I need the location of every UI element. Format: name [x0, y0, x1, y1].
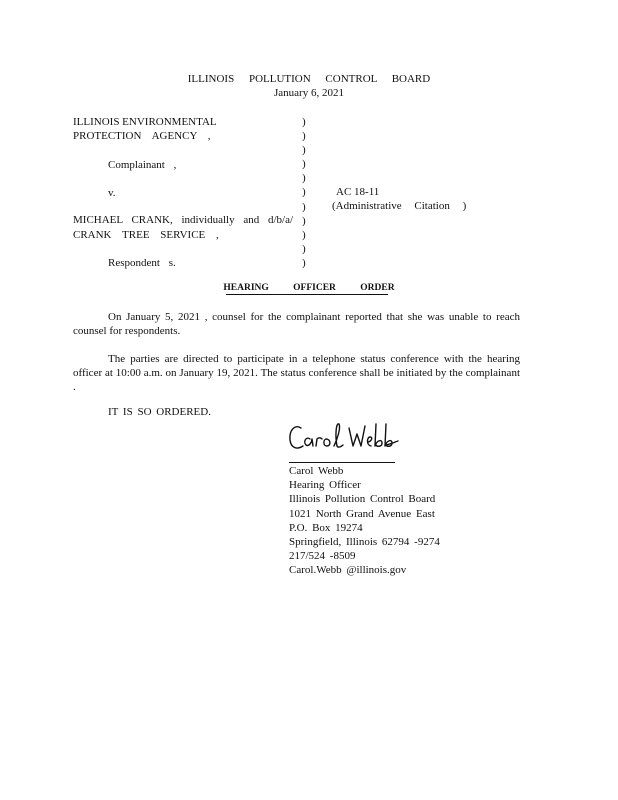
order-title-underline [226, 294, 388, 295]
signer-po-box: P.O. Box 19274 [289, 521, 363, 534]
agency-title: ILLINOIS POLLUTION CONTROL BOARD [187, 73, 431, 85]
signer-organization: Illinois Pollution Control Board [289, 493, 436, 506]
paren: ) [302, 228, 306, 241]
case-type: (Administrative Citation ) [332, 200, 467, 212]
paren: ) [302, 242, 306, 255]
versus-label: v. [108, 187, 116, 199]
signature-block [289, 464, 440, 578]
paren: ) [302, 158, 306, 171]
paren: ) [302, 116, 306, 128]
case-number: AC 18-11 [336, 186, 380, 198]
signature-line [289, 462, 395, 463]
respondent-role: Respondent s. [108, 257, 176, 269]
paren: ) [302, 200, 306, 213]
paren: ) [302, 172, 306, 185]
signer-city: Springfield, Illinois 62794 -9274 [289, 536, 440, 549]
signer-title: Hearing Officer [289, 479, 361, 492]
handwritten-signature [285, 418, 415, 460]
signer-phone: 217/524 -8509 [289, 550, 356, 563]
signer-email[interactable]: Carol.Webb @illinois.gov [289, 564, 407, 577]
complainant-name-line2: PROTECTION AGENCY , [73, 130, 211, 142]
paren: ) [302, 186, 306, 199]
body-paragraph-2: The parties are directed to participate in a telephone status conference with the hearing officer at 10:00 a.m. on January 19, 2021. The status conference shall be initiated by the complainant . [73, 353, 520, 393]
paren: ) [302, 130, 306, 143]
order-title: HEARING OFFICER ORDER [223, 283, 395, 293]
closing-statement: IT IS SO ORDERED. [108, 406, 211, 418]
paren: ) [302, 214, 306, 227]
paren: ) [302, 256, 306, 269]
signer-street: 1021 North Grand Avenue East [289, 507, 435, 520]
complainant-name-line1: ILLINOIS ENVIRONMENTAL [73, 116, 217, 128]
signer-name: Carol Webb [289, 465, 344, 477]
respondent-name-line1: MICHAEL CRANK, individually and d/b/a/ [73, 214, 294, 226]
respondent-name-line2: CRANK TREE SERVICE , [73, 229, 219, 241]
order-date: January 6, 2021 [274, 87, 344, 99]
paren: ) [302, 144, 306, 157]
caption-parentheses [302, 115, 306, 270]
complainant-role: Complainant , [108, 159, 177, 171]
body-paragraph-1: On January 5, 2021 , counsel for the complainant reported that she was unable to reach counsel for respondents. [73, 311, 520, 337]
